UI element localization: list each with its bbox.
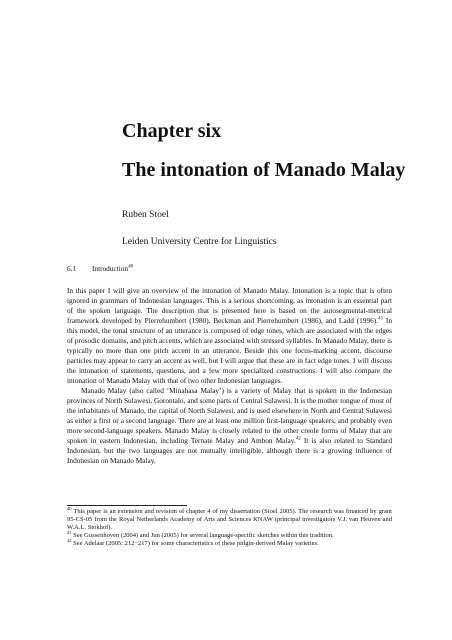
footnote-text: See Gussenhoven (2004) and Jun (2005) for several language-specific sketches within this tradition. (71, 532, 334, 539)
footnote-text: See Adelaar (2005: 212−217) for some characteristics of these pidgin-derived Malay varieties. (71, 540, 319, 547)
footnote-ref[interactable]: 42 (295, 435, 301, 442)
author-affiliation: Leiden University Centre for Linguistics (122, 237, 277, 247)
footnote (67, 505, 392, 532)
paragraph-manado-malay (67, 386, 392, 466)
footnote-text: This paper is an extension and revision of chapter 4 of my dissertation (Stoel 2005). The research was financed by grant 95-CS-05 from the Royal Netherlands Academy of Arts and Sciences KNAW (principal investigators V.J. van Heuven and W.A.L. Stokhof). (67, 508, 392, 531)
body-text (67, 286, 392, 466)
footnote (67, 537, 392, 548)
footnote-ref[interactable]: 40 (128, 263, 134, 270)
paragraph-text: In this paper I will give an overview of the intonation of Manado Malay. Intonation is a topic that is often ignored in grammars of Indonesian languages. This is a serious shortcoming, as intonation is an essential part of the spoken language. The description that is presented here is based on the autosegmental-metrical framework developed by Pierrehumbert (1980), Beckman and Pierrehumbert (1986), and Ladd (1996). (67, 286, 392, 325)
paragraph-intro (67, 286, 392, 386)
chapter-label: Chapter six (122, 120, 222, 142)
footnote-number: 42 (67, 537, 72, 543)
footnotes (67, 505, 392, 548)
footnote (67, 529, 392, 540)
chapter-title: The intonation of Manado Malay (122, 159, 406, 181)
footnote-number: 41 (67, 529, 72, 535)
paragraph-text: In this model, the tonal structure of an utterance is composed of edge tones, which are associated with the edges of prosodic domains, and pitch accents, which are associated with stressed syllables. In Manado Malay, there is typically no more than one pitch accent in an utterance. Beside this one focus-marking accent, discourse particles may appear to carry an accent as well, but I will argue that these are in fact edge tones. I will discuss the intonation of statements, questions, and a few more specialized constructions. I will also compare the intonation of Manado Malay with that of two other Indonesian languages. (67, 316, 393, 385)
footnote-divider (67, 505, 187, 506)
paragraph-text: It is also related to Standard Indonesian, but the two languages are not mutually intelligible, although there is a growing influence of Indonesian on Manado Malay. (67, 436, 392, 465)
section-title: Introduction (92, 264, 129, 273)
footnote-ref[interactable]: 41 (378, 315, 384, 322)
paragraph-text: Manado Malay (also called ‘Minahasa Malay’) is a variety of Malay that is spoken in the Indonesian provinces of North Sulawesi, Gorontalo, and some parts of Central Sulawesi. It is the mother tongue of most of the inhabitants of Manado, the capital of North Sulawesi, and is used elsewhere in North and Central Sulawesi as either a first or a second language. There are at least one million first-language speakers, and probably even more second-language speakers. Manado Malay is closely related to the other creole forms of Malay that are spoken in eastern Indonesian, including Ternate Malay and Ambon Malay. (67, 386, 392, 445)
section-number: 6.1 (67, 264, 77, 273)
footnote-number: 40 (67, 505, 72, 511)
section-heading (67, 264, 133, 274)
author-name: Ruben Stoel (122, 210, 169, 220)
